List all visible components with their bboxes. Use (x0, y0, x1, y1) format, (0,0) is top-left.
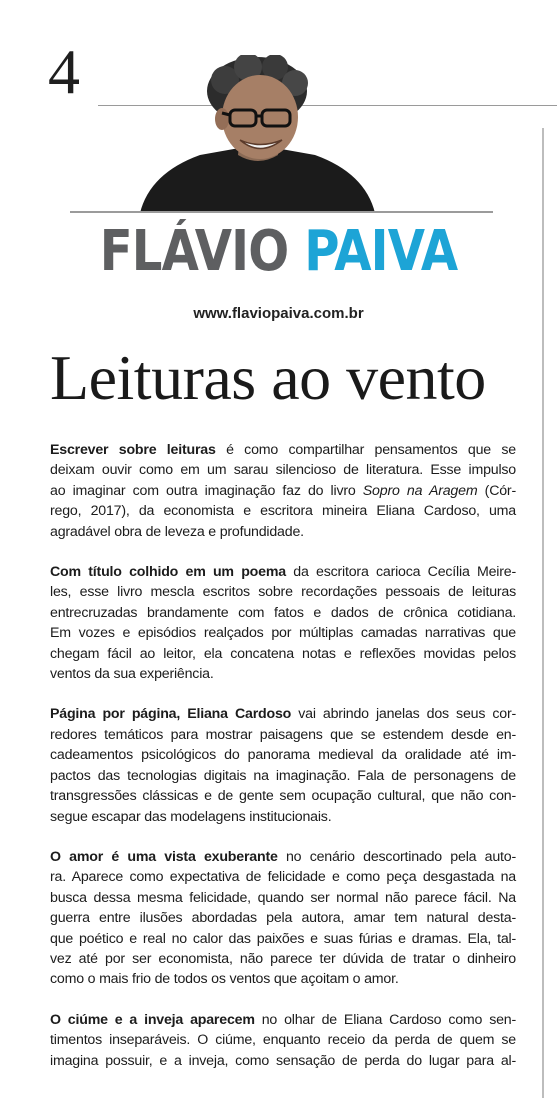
columnist-first-name: FLÁVIO (99, 219, 289, 284)
book-title: Sopro na Aragem (362, 482, 478, 499)
paragraph-3: Página por página, Eliana Cardoso vai abrindo janelas dos seus cor- redores temáticos para mostrar paisagens que se estendem desde en- cadeamentos psicológicos do panorama medieval da oralidade até im- pactos das tecnologias digitais na imaginação. Fala de personagens de transgressões clássicas e de gente sem ocupação cultural, que não con- segue escapar das modelagens institucionais. (50, 706, 516, 825)
paragraph-lead: O amor é uma vista exuberante (50, 848, 278, 865)
paragraph-5: O ciúme e a inveja aparecem no olhar de Eliana Cardoso como sen- timentos inseparáveis. O ciúme, enquanto receio da perda de quem se imagina possuir, e a inveja, como sensação de perda do lugar para al- (50, 1011, 516, 1069)
photo-baseline-rule (70, 211, 493, 213)
paragraph-1: Escrever sobre leituras é como compartilhar pensamentos que se deixam ouvir como em um sarau silencioso de literatura. Esse impulso ao imaginar com outra imaginação faz do livro Sopro na Aragem (Cór- rego, 2017), da economista e escritora mineira Eliana Cardoso, uma agradável obra de leveza e profundidade. (50, 442, 516, 540)
paragraph-lead: Escrever sobre leituras (50, 442, 216, 458)
columnist-website: www.flaviopaiva.com.br (193, 305, 364, 322)
column-divider (542, 128, 544, 1098)
paragraph-lead: Com título colhido em um poema (50, 564, 286, 581)
columnist-name (39, 219, 518, 284)
columnist-last-name: PAIVA (304, 219, 458, 284)
paragraph-lead: Página por página, Eliana Cardoso (50, 706, 292, 723)
article-body (50, 440, 516, 1091)
paragraph-lead: O ciúme e a inveja aparecem (50, 1011, 255, 1028)
columnist-photo (130, 55, 380, 213)
article-headline: Leituras ao vento (50, 342, 486, 413)
page-number: 4 (48, 36, 80, 107)
paragraph-2: Com título colhido em um poema da escritora carioca Cecília Meire- les, esse livro mescla escritos sobre recordações pessoais de leituras entrecruzadas brandamente com fatos e dados de crônica cotidiana. Em vozes e episódios realçados por múltiplas camadas narrativas que chegam fácil ao leitor, ela concatena notas e reflexões movidas pelos ventos da sua experiência. (50, 564, 517, 683)
paragraph-4: O amor é uma vista exuberante no cenário descortinado pela auto- ra. Aparece como expectativa de felicidade e como peça desgastada na busca dessa mesma felicidade, quando ser normal não parece fácil. Na guerra entre ilusões abordadas pela autora, amar tem natural desta- que poético e real no calor das paixões e suas fúrias e dramas. Ela, tal- vez até por ser economista, não parece ter dúvida de tratar o dinheiro como o mais frio de todos os ventos que açoitam o amor. (50, 848, 516, 988)
